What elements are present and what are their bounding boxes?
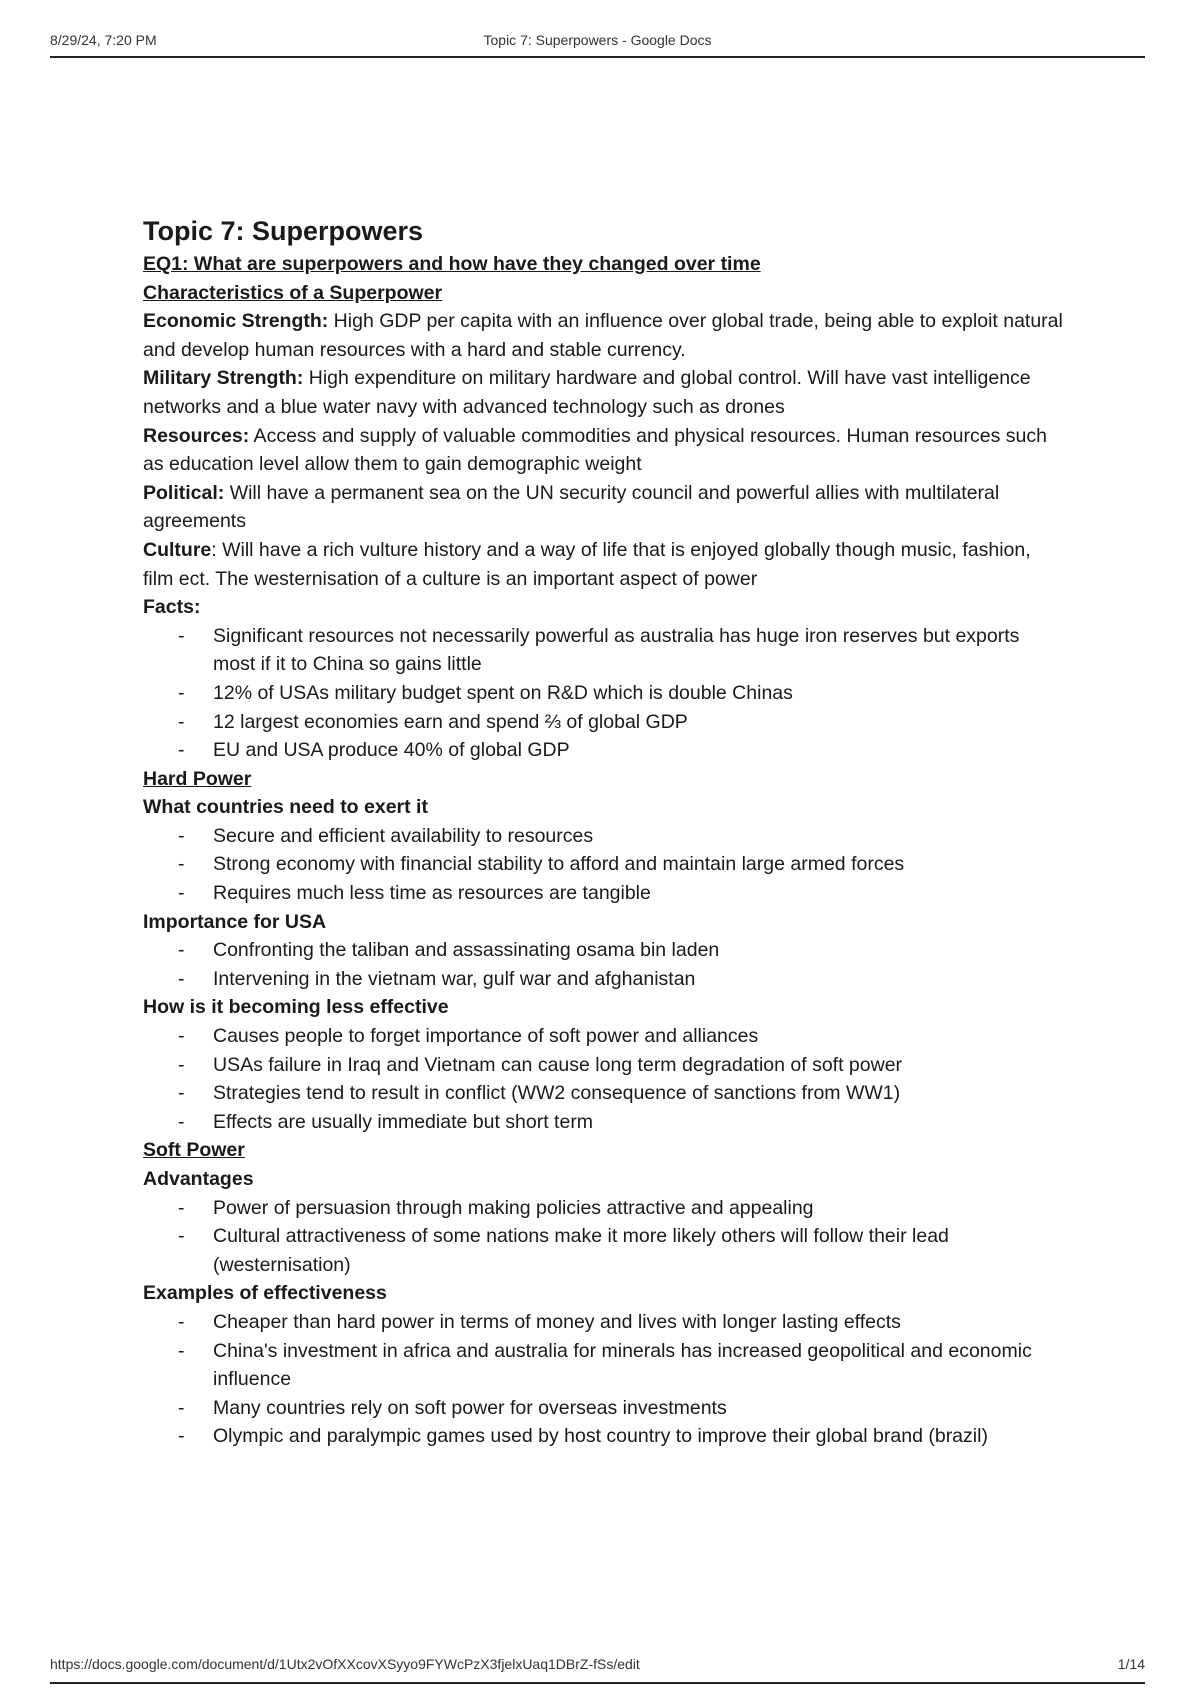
list-item: - EU and USA produce 40% of global GDP [143, 736, 1063, 765]
economic-text: High GDP per capita with an influence over global trade, being able to exploit natural and develop human resources with a hard and stable currency. [143, 310, 1063, 361]
military-label: Military Strength: [143, 367, 304, 390]
list-item: - China's investment in africa and australia for minerals has increased geopolitical and economic influence [143, 1337, 1063, 1394]
list-item: - 12% of USAs military budget spent on R&D which is double Chinas [143, 679, 1063, 708]
resources-label: Resources: [143, 424, 250, 447]
culture-paragraph [143, 536, 1063, 593]
eq1-heading: EQ1: What are superpowers and how have they changed over time [143, 253, 761, 275]
list-item: - Intervening in the vietnam war, gulf war and afghanistan [143, 965, 1063, 994]
less-effective-list [143, 1022, 1063, 1136]
military-paragraph [143, 364, 1063, 421]
resources-text: Access and supply of valuable commodities and physical resources. Human resources such as education level allow them to gain demographic weight [143, 424, 1047, 476]
print-footer [50, 1652, 1145, 1684]
characteristics-heading: Characteristics of a Superpower [143, 281, 443, 304]
importance-heading: Importance for USA [143, 910, 327, 933]
political-paragraph [143, 479, 1063, 536]
list-item: - Confronting the taliban and assassinating osama bin laden [143, 936, 1063, 965]
print-doc-title: Topic 7: Superpowers - Google Docs [483, 32, 712, 48]
resources-paragraph [143, 422, 1063, 479]
list-item: - Strategies tend to result in conflict (WW2 consequence of sanctions from WW1) [143, 1079, 1063, 1108]
examples-heading: Examples of effectiveness [143, 1282, 387, 1305]
military-text: High expenditure on military hardware and global control. Will have vast intelligence networks and a blue water navy with advanced technology such as drones [143, 367, 1031, 418]
culture-label: Culture [143, 538, 212, 561]
list-item: - Secure and efficient availability to resources [143, 822, 1063, 851]
hard-power-heading: Hard Power [143, 767, 252, 790]
document-title: Topic 7: Superpowers [143, 216, 424, 246]
list-item: - USAs failure in Iraq and Vietnam can cause long term degradation of soft power [143, 1051, 1063, 1080]
facts-list [143, 622, 1063, 765]
list-item: - Many countries rely on soft power for overseas investments [143, 1394, 1063, 1423]
page-number: 1/14 [1117, 1656, 1145, 1672]
less-effective-heading: How is it becoming less effective [143, 996, 449, 1019]
list-item: - Significant resources not necessarily powerful as australia has huge iron reserves but exports most if it to China so gains little [143, 622, 1063, 679]
list-item: - Effects are usually immediate but short term [143, 1108, 1063, 1137]
importance-list [143, 936, 1063, 993]
political-text: Will have a permanent sea on the UN security council and powerful allies with multilateral agreements [143, 481, 1000, 533]
advantages-heading: Advantages [143, 1168, 254, 1190]
culture-text: : Will have a rich vulture history and a way of life that is enjoyed globally though music, fashion, film ect. The westernisation of a culture is an important aspect of power [143, 538, 1031, 590]
list-item: - Power of persuasion through making policies attractive and appealing [143, 1194, 1063, 1223]
document-body [143, 214, 1063, 1451]
economic-paragraph [143, 307, 1063, 364]
exert-heading: What countries need to exert it [143, 796, 428, 819]
economic-label: Economic Strength: [143, 310, 329, 333]
list-item: - 12 largest economies earn and spend ⅔ of global GDP [143, 708, 1063, 737]
list-item: - Cheaper than hard power in terms of money and lives with longer lasting effects [143, 1308, 1063, 1337]
list-item: - Strong economy with financial stability to afford and maintain large armed forces [143, 850, 1063, 879]
soft-power-heading: Soft Power [143, 1139, 245, 1162]
print-header [50, 30, 1145, 58]
print-date: 8/29/24, 7:20 PM [50, 32, 157, 48]
facts-heading: Facts: [143, 596, 201, 619]
list-item: - Olympic and paralympic games used by host country to improve their global brand (brazil) [143, 1422, 1063, 1451]
list-item: - Cultural attractiveness of some nations make it more likely others will follow their lead (westernisation) [143, 1222, 1063, 1279]
list-item: - Causes people to forget importance of soft power and alliances [143, 1022, 1063, 1051]
print-url: https://docs.google.com/document/d/1Utx2vOfXXcovXSyyo9FYWcPzX3fjelxUaq1DBrZ-fSs/edit [50, 1656, 640, 1672]
exert-list [143, 822, 1063, 908]
examples-list [143, 1308, 1063, 1451]
list-item: - Requires much less time as resources are tangible [143, 879, 1063, 908]
advantages-list [143, 1194, 1063, 1280]
political-label: Political: [143, 481, 225, 504]
